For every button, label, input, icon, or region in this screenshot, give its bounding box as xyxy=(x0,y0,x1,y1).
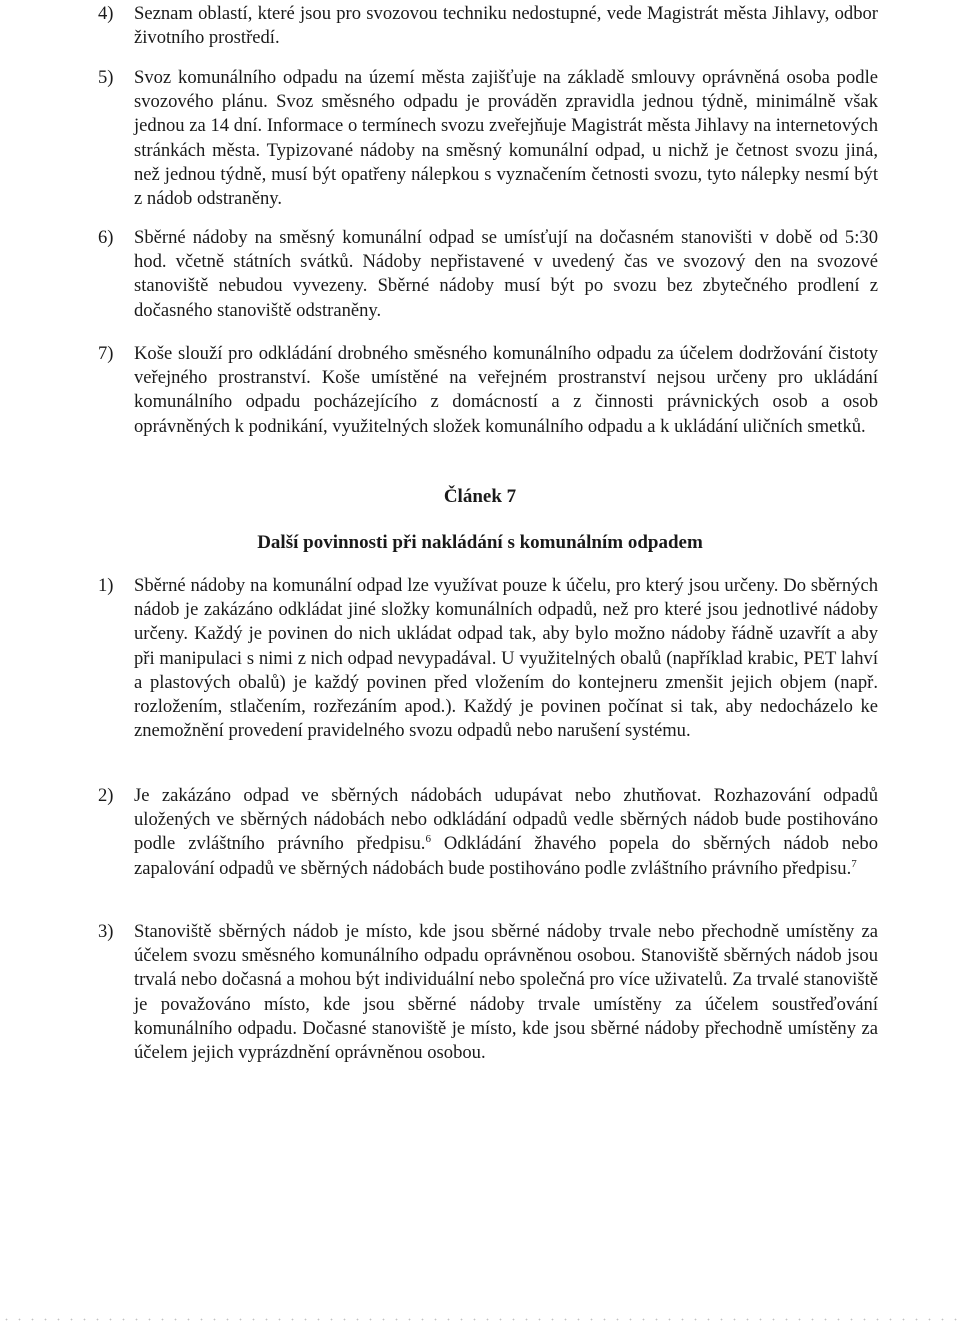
paragraph-text: Sběrné nádoby na komunální odpad lze využívat pouze k účelu, pro který jsou určeny. Do sběrných nádob je zakázáno odkládat jiné složky komunálních odpadů, než pro které jsou jednotlivé nádoby určeny. Každý je povinen do nich ukládat odpad tak, aby bylo možno nádoby řádně uzavřít a aby při manipulaci s nimi z nich odpad nevypadával. U využitelných obalů (například krabic, PET lahví a plastových obalů) je každý povinen před vložením do kontejneru zmenšit jejich objem (např. rozložením, stlačením, rozřezáním apod.). Každý je povinen počínat si tak, aby nedocházelo ke znemožnění provedení pravidelného svozu odpadů nebo narušení systému. xyxy=(134,575,878,742)
scan-edge-dots xyxy=(0,1318,960,1321)
paragraph-number: 2) xyxy=(98,785,114,806)
paragraph-number: 6) xyxy=(98,227,114,248)
paragraph-number: 4) xyxy=(98,3,114,24)
paragraph-text-part: Odkládání žhavého popela do sběrných nádob nebo zapalování odpadů ve sběrných nádobách bude postihováno podle zvláštního právního předpisu. xyxy=(134,833,878,879)
paragraph-number: 7) xyxy=(98,343,114,364)
paragraph-number: 5) xyxy=(98,67,114,88)
paragraph-text-part: Je zakázáno odpad ve sběrných nádobách udupávat nebo zhutňovat. Rozhazování odpadů uložených ve sběrných nádobách nebo odkládání odpadů vedle sběrných nádob bude postihováno podle zvláštního právního předpisu. xyxy=(134,785,878,855)
paragraph-text: Seznam oblastí, které jsou pro svozovou techniku nedostupné, vede Magistrát města Jihlavy, odbor životního prostředí. xyxy=(134,3,878,49)
paragraph-text: Stanoviště sběrných nádob je místo, kde jsou sběrné nádoby trvale nebo přechodně umístěny za účelem svozu směsného komunálního odpadu oprávněnou osobou. Stanoviště sběrných nádob jsou trvalá nebo dočasná a mohou být individuální nebo společná pro více uživatelů. Za trvalé stanoviště je považováno místo, kde jsou sběrné nádoby trvale umístěny za účelem soustřeďování komunálního odpadu. Dočasné stanoviště je místo, kde jsou sběrné nádoby přechodně umístěny za účelem jejich vyprázdnění oprávněnou osobou. xyxy=(134,921,878,1064)
paragraph-5 xyxy=(98,66,878,211)
paragraph-4 xyxy=(98,2,878,50)
article-paragraph-3 xyxy=(98,920,878,1065)
footnote-marker: 6 xyxy=(425,833,431,846)
paragraph-text: Sběrné nádoby na směsný komunální odpad se umísťují na dočasném stanovišti v době od 5:30 hod. včetně státních svátků. Nádoby nepřistavené v uvedený čas ve svozový den na svozové stanoviště nebudou vyvezeny. Sběrné nádoby musí být po svozu bez zbytečného prodlení z dočasného stanoviště odstraněny. xyxy=(134,227,878,321)
article-label: Článek 7 xyxy=(443,486,517,507)
paragraph-6 xyxy=(98,226,878,323)
article-paragraph-2 xyxy=(98,784,878,881)
article-paragraph-1 xyxy=(98,574,878,743)
article-title: Další povinnosti při nakládání s komunálním odpadem xyxy=(257,532,703,553)
paragraph-text: Koše slouží pro odkládání drobného směsného komunálního odpadu za účelem dodržování čistoty veřejného prostranství. Koše umístěné na veřejném prostranství nejsou určeny pro ukládání komunálního odpadu pocházejícího z domácností a z činnosti právnických osob a osob oprávněných k podnikání, využitelných složek komunálního odpadu a k ukládání uličních smetků. xyxy=(134,343,878,437)
paragraph-text xyxy=(134,784,878,881)
paragraph-number: 3) xyxy=(98,921,114,942)
paragraph-7 xyxy=(98,342,878,439)
footnote-marker: 7 xyxy=(851,857,857,870)
paragraph-number: 1) xyxy=(98,575,114,596)
paragraph-text: Svoz komunálního odpadu na území města zajišťuje na základě smlouvy oprávněná osoba podle svozového plánu. Svoz směsného odpadu je prováděn zpravidla jednou týdně, minimálně však jednou za 14 dní. Informace o termínech svozu zveřejňuje Magistrát města Jihlavy na internetových stránkách města. Typizované nádoby na směsný komunální odpad, u nichž je četnost svozu jiná, než jednou týdně, musí být opatřeny nálepkou s vyznačením četnosti svozu, tyto nálepky nesmí být z nádob odstraněny. xyxy=(134,67,878,210)
